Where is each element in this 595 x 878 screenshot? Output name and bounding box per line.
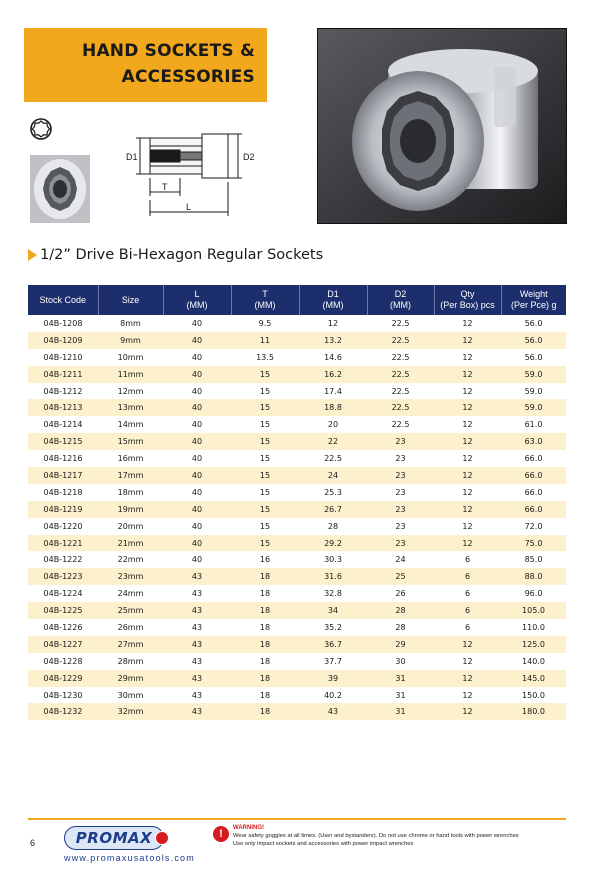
table-cell: 59.0 [501, 399, 566, 416]
table-cell: 04B-1213 [28, 399, 98, 416]
table-cell: 04B-1211 [28, 366, 98, 383]
table-cell: 140.0 [501, 653, 566, 670]
table-row [28, 332, 566, 349]
table-cell: 43 [163, 653, 231, 670]
table-cell: 88.0 [501, 568, 566, 585]
table-cell: 04B-1222 [28, 551, 98, 568]
table-cell: 04B-1226 [28, 619, 98, 636]
table-cell: 12 [434, 450, 501, 467]
table-cell: 66.0 [501, 467, 566, 484]
table-cell: 17.4 [299, 383, 367, 400]
table-cell: 22.5 [367, 383, 434, 400]
table-cell: 31 [367, 703, 434, 720]
table-cell: 18 [231, 670, 299, 687]
warning-text-line1: Wear safety goggles at all times. (User and bystanders). Do not use chrome or hand tools with power wrenches [233, 833, 519, 839]
socket-dimension-diagram [122, 124, 262, 224]
table-cell: 12 [434, 349, 501, 366]
table-row [28, 535, 566, 552]
table-row [28, 484, 566, 501]
table-cell: 35.2 [299, 619, 367, 636]
table-cell: 13.2 [299, 332, 367, 349]
table-cell: 18 [231, 602, 299, 619]
table-cell: 43 [163, 687, 231, 704]
table-cell: 04B-1225 [28, 602, 98, 619]
l-label: L [186, 202, 192, 212]
table-cell: 12 [434, 703, 501, 720]
table-cell: 9.5 [231, 315, 299, 332]
page-title: HAND SOCKETS & ACCESSORIES [82, 41, 255, 87]
table-row [28, 687, 566, 704]
table-cell: 25mm [98, 602, 163, 619]
table-cell: 04B-1232 [28, 703, 98, 720]
table-cell: 40 [163, 433, 231, 450]
table-cell: 12 [434, 518, 501, 535]
table-cell: 9mm [98, 332, 163, 349]
table-cell: 56.0 [501, 315, 566, 332]
table-cell: 32.8 [299, 585, 367, 602]
table-row [28, 568, 566, 585]
table-cell: 30 [367, 653, 434, 670]
table-cell: 56.0 [501, 332, 566, 349]
table-cell: 16 [231, 551, 299, 568]
table-cell: 6 [434, 619, 501, 636]
table-cell: 18 [231, 585, 299, 602]
table-cell: 43 [299, 703, 367, 720]
table-cell: 6 [434, 602, 501, 619]
table-cell: 04B-1230 [28, 687, 98, 704]
table-cell: 14mm [98, 416, 163, 433]
table-row [28, 653, 566, 670]
table-cell: 18mm [98, 484, 163, 501]
table-cell: 04B-1221 [28, 535, 98, 552]
table-cell: 32mm [98, 703, 163, 720]
table-row [28, 636, 566, 653]
table-cell: 18 [231, 653, 299, 670]
table-cell: 04B-1218 [28, 484, 98, 501]
table-cell: 13mm [98, 399, 163, 416]
table-row [28, 602, 566, 619]
table-cell: 18 [231, 568, 299, 585]
table-cell: 40 [163, 501, 231, 518]
table-cell: 04B-1210 [28, 349, 98, 366]
table-cell: 20 [299, 416, 367, 433]
column-header: D1 (MM) [299, 285, 367, 315]
table-cell: 6 [434, 585, 501, 602]
socket-photo-image [318, 29, 567, 224]
promax-logo: PROMAX [64, 826, 164, 850]
column-header: D2 (MM) [367, 285, 434, 315]
table-cell: 16.2 [299, 366, 367, 383]
table-cell: 25.3 [299, 484, 367, 501]
table-cell: 17mm [98, 467, 163, 484]
table-row [28, 315, 566, 332]
table-cell: 40 [163, 450, 231, 467]
table-cell: 26.7 [299, 501, 367, 518]
d2-label: D2 [243, 152, 255, 162]
play-arrow-icon [28, 249, 37, 261]
table-cell: 04B-1224 [28, 585, 98, 602]
table-cell: 22.5 [367, 416, 434, 433]
table-cell: 75.0 [501, 535, 566, 552]
table-cell: 14.6 [299, 349, 367, 366]
table-cell: 40 [163, 484, 231, 501]
socket-end-photo [30, 155, 90, 223]
table-row [28, 366, 566, 383]
table-cell: 04B-1223 [28, 568, 98, 585]
table-cell: 12 [434, 687, 501, 704]
table-row [28, 383, 566, 400]
table-cell: 40 [163, 366, 231, 383]
table-cell: 22.5 [299, 450, 367, 467]
table-row [28, 467, 566, 484]
table-row [28, 501, 566, 518]
table-cell: 23 [367, 467, 434, 484]
table-cell: 22.5 [367, 349, 434, 366]
table-cell: 15 [231, 484, 299, 501]
table-cell: 12 [434, 535, 501, 552]
table-cell: 40.2 [299, 687, 367, 704]
column-header: L (MM) [163, 285, 231, 315]
table-cell: 125.0 [501, 636, 566, 653]
table-cell: 18 [231, 619, 299, 636]
table-cell: 27mm [98, 636, 163, 653]
table-cell: 15 [231, 433, 299, 450]
table-cell: 26mm [98, 619, 163, 636]
table-cell: 18.8 [299, 399, 367, 416]
table-cell: 31 [367, 670, 434, 687]
table-cell: 12mm [98, 383, 163, 400]
table-cell: 28mm [98, 653, 163, 670]
table-row [28, 416, 566, 433]
logo-badge-icon [155, 831, 169, 845]
website-url[interactable]: www.promaxusatools.com [64, 853, 195, 863]
table-cell: 19mm [98, 501, 163, 518]
table-row [28, 619, 566, 636]
table-cell: 40 [163, 332, 231, 349]
table-cell: 04B-1214 [28, 416, 98, 433]
table-cell: 23mm [98, 568, 163, 585]
table-cell: 23 [367, 518, 434, 535]
t-label: T [162, 182, 168, 192]
spec-table [28, 285, 566, 720]
column-header: T (MM) [231, 285, 299, 315]
table-cell: 28 [299, 518, 367, 535]
table-cell: 18 [231, 636, 299, 653]
table-header-row [28, 285, 566, 315]
table-cell: 12 [434, 315, 501, 332]
table-cell: 26 [367, 585, 434, 602]
table-cell: 24mm [98, 585, 163, 602]
table-cell: 12 [434, 484, 501, 501]
table-cell: 8mm [98, 315, 163, 332]
table-cell: 43 [163, 585, 231, 602]
table-cell: 15 [231, 416, 299, 433]
table-row [28, 585, 566, 602]
table-cell: 23 [367, 450, 434, 467]
table-cell: 66.0 [501, 501, 566, 518]
table-cell: 22.5 [367, 399, 434, 416]
table-cell: 12 [434, 670, 501, 687]
column-header: Qty (Per Box) pcs [434, 285, 501, 315]
table-cell: 105.0 [501, 602, 566, 619]
table-cell: 04B-1228 [28, 653, 98, 670]
table-cell: 6 [434, 551, 501, 568]
table-cell: 12 [434, 416, 501, 433]
table-cell: 40 [163, 535, 231, 552]
table-cell: 23 [367, 433, 434, 450]
table-cell: 11 [231, 332, 299, 349]
table-row [28, 399, 566, 416]
table-cell: 39 [299, 670, 367, 687]
table-cell: 59.0 [501, 366, 566, 383]
table-cell: 40 [163, 399, 231, 416]
table-cell: 66.0 [501, 450, 566, 467]
table-cell: 13.5 [231, 349, 299, 366]
table-cell: 22 [299, 433, 367, 450]
table-cell: 18 [231, 703, 299, 720]
table-cell: 59.0 [501, 383, 566, 400]
table-cell: 43 [163, 636, 231, 653]
table-row [28, 518, 566, 535]
table-cell: 21mm [98, 535, 163, 552]
table-cell: 30.3 [299, 551, 367, 568]
table-cell: 04B-1227 [28, 636, 98, 653]
table-cell: 29 [367, 636, 434, 653]
table-cell: 40 [163, 315, 231, 332]
table-cell: 15 [231, 501, 299, 518]
table-cell: 24 [367, 551, 434, 568]
table-cell: 43 [163, 568, 231, 585]
table-cell: 40 [163, 383, 231, 400]
page-number: 6 [30, 838, 36, 848]
table-cell: 20mm [98, 518, 163, 535]
table-cell: 40 [163, 467, 231, 484]
table-cell: 04B-1220 [28, 518, 98, 535]
product-photo [317, 28, 567, 224]
table-cell: 23 [367, 535, 434, 552]
table-cell: 31 [367, 687, 434, 704]
table-cell: 12 [434, 636, 501, 653]
table-cell: 43 [163, 602, 231, 619]
table-row [28, 433, 566, 450]
table-cell: 150.0 [501, 687, 566, 704]
table-cell: 25 [367, 568, 434, 585]
table-cell: 04B-1217 [28, 467, 98, 484]
table-cell: 15 [231, 518, 299, 535]
table-cell: 23 [367, 501, 434, 518]
warning-text-line2: Use only impact sockets and accessories with power impact wrenches [233, 841, 414, 847]
table-cell: 22.5 [367, 332, 434, 349]
table-cell: 66.0 [501, 484, 566, 501]
warning-icon: ! [213, 826, 229, 842]
column-header: Size [98, 285, 163, 315]
table-cell: 28 [367, 602, 434, 619]
table-cell: 23 [367, 484, 434, 501]
table-cell: 145.0 [501, 670, 566, 687]
table-cell: 29mm [98, 670, 163, 687]
table-cell: 04B-1215 [28, 433, 98, 450]
table-cell: 12 [434, 653, 501, 670]
table-cell: 15 [231, 450, 299, 467]
warning-title: WARNING! [233, 825, 264, 831]
table-cell: 63.0 [501, 433, 566, 450]
table-cell: 04B-1212 [28, 383, 98, 400]
table-cell: 15 [231, 467, 299, 484]
table-cell: 12 [434, 383, 501, 400]
table-cell: 12 [434, 399, 501, 416]
table-cell: 12 [299, 315, 367, 332]
table-cell: 12 [434, 332, 501, 349]
section-heading: 1/2” Drive Bi-Hexagon Regular Sockets [28, 245, 323, 265]
table-cell: 6 [434, 568, 501, 585]
table-cell: 04B-1219 [28, 501, 98, 518]
table-cell: 04B-1208 [28, 315, 98, 332]
table-cell: 12 [434, 366, 501, 383]
footer-divider [28, 818, 566, 820]
table-row [28, 551, 566, 568]
table-cell: 24 [299, 467, 367, 484]
table-cell: 12 [434, 433, 501, 450]
table-cell: 31.6 [299, 568, 367, 585]
table-cell: 40 [163, 551, 231, 568]
table-cell: 43 [163, 670, 231, 687]
table-cell: 29.2 [299, 535, 367, 552]
table-cell: 15 [231, 366, 299, 383]
table-cell: 34 [299, 602, 367, 619]
column-header: Weight (Per Pce) g [501, 285, 566, 315]
table-body [28, 315, 566, 720]
table-cell: 72.0 [501, 518, 566, 535]
table-cell: 15 [231, 383, 299, 400]
table-cell: 43 [163, 619, 231, 636]
table-cell: 15mm [98, 433, 163, 450]
bi-hexagon-icon [30, 118, 52, 140]
table-cell: 22.5 [367, 315, 434, 332]
table-cell: 28 [367, 619, 434, 636]
table-cell: 56.0 [501, 349, 566, 366]
column-header: Stock Code [28, 285, 98, 315]
table-cell: 180.0 [501, 703, 566, 720]
table-cell: 40 [163, 416, 231, 433]
table-cell: 15 [231, 399, 299, 416]
table-cell: 22mm [98, 551, 163, 568]
table-cell: 110.0 [501, 619, 566, 636]
d1-label: D1 [126, 152, 138, 162]
table-row [28, 450, 566, 467]
table-cell: 04B-1216 [28, 450, 98, 467]
table-cell: 36.7 [299, 636, 367, 653]
table-cell: 61.0 [501, 416, 566, 433]
table-cell: 04B-1229 [28, 670, 98, 687]
header-banner [24, 28, 267, 102]
table-cell: 04B-1209 [28, 332, 98, 349]
spec-table-container [28, 285, 566, 720]
table-cell: 11mm [98, 366, 163, 383]
table-cell: 37.7 [299, 653, 367, 670]
table-row [28, 703, 566, 720]
table-cell: 40 [163, 349, 231, 366]
table-row [28, 670, 566, 687]
table-cell: 12 [434, 467, 501, 484]
table-row [28, 349, 566, 366]
table-cell: 85.0 [501, 551, 566, 568]
table-cell: 40 [163, 518, 231, 535]
table-cell: 43 [163, 703, 231, 720]
table-cell: 15 [231, 535, 299, 552]
table-cell: 22.5 [367, 366, 434, 383]
table-cell: 18 [231, 687, 299, 704]
table-cell: 16mm [98, 450, 163, 467]
table-cell: 30mm [98, 687, 163, 704]
table-cell: 12 [434, 501, 501, 518]
table-cell: 96.0 [501, 585, 566, 602]
table-cell: 10mm [98, 349, 163, 366]
